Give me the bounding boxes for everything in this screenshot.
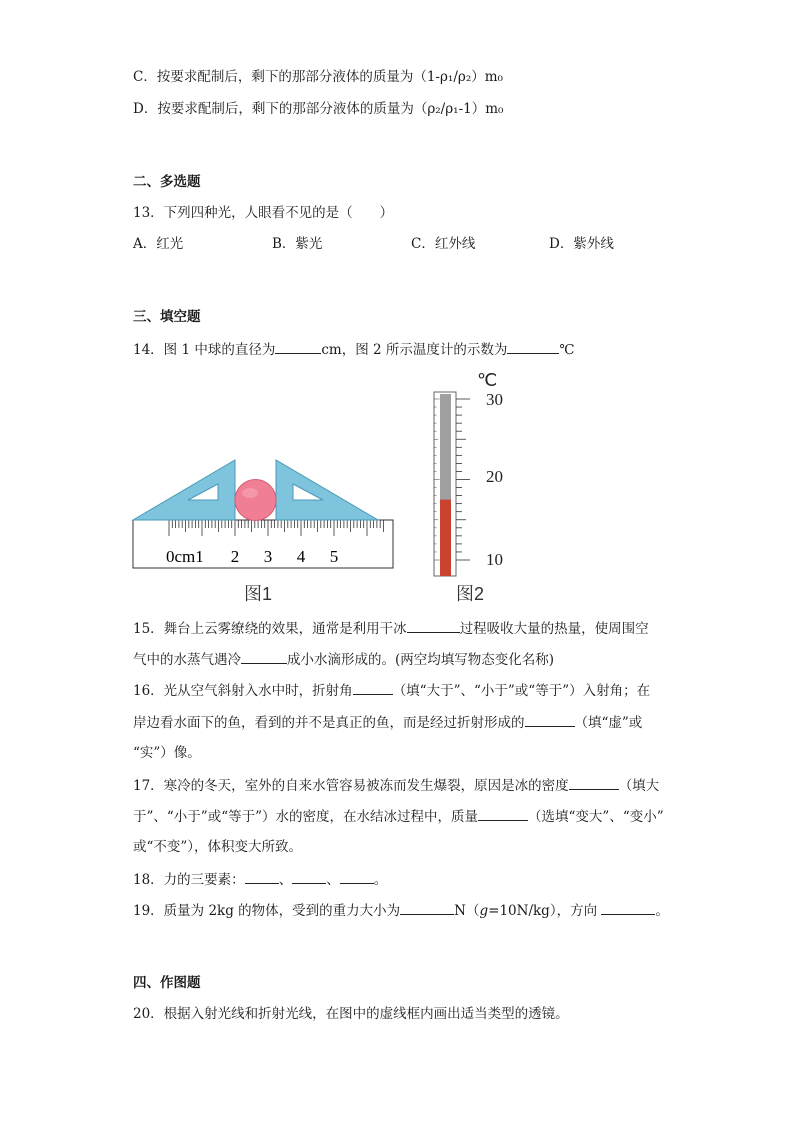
q14-text-2: cm，图 2 所示温度计的示数为 [321, 342, 508, 358]
right-triangle [276, 460, 378, 520]
ruler-label-0cm1: 0cm1 [166, 547, 204, 566]
ruler-label-4: 4 [296, 547, 306, 566]
thermo-label-30: 30 [486, 390, 503, 409]
section-title-fill-blank: 三、填空题 [133, 309, 201, 325]
q12-option-d: D．按要求配制后，剩下的那部分液体的质量为（ρ₂/ρ₁-1）m₀ [133, 101, 504, 117]
q14-text-3: ℃ [559, 342, 575, 358]
q15-text-2: 过程吸收大量的热量，使周围空 [459, 621, 649, 637]
q19-line [133, 900, 669, 921]
q13-option-d: D．紫外线 [549, 236, 614, 252]
q15-line-2 [133, 649, 554, 670]
q15-blank-2[interactable] [241, 649, 287, 664]
fig1-caption: 图1 [243, 584, 273, 604]
q19-g-symbol: g [479, 903, 489, 919]
q13-option-a: A．红光 [133, 236, 184, 252]
q15-text-4: 成小水滴形成的。(两空均填写物态变化名称) [287, 652, 555, 668]
q16-text-4: （填“虚”或 [574, 715, 643, 731]
q14-blank-1[interactable] [275, 339, 321, 354]
section-title-multiple-choice: 二、多选题 [133, 174, 201, 190]
q13-option-b: B．紫光 [272, 236, 323, 252]
q19-end: 。 [655, 903, 669, 919]
q18-end: 。 [373, 872, 388, 888]
figure-thermometer [420, 362, 530, 608]
q17-line-3: 或“不变”），体积变大所致。 [133, 839, 303, 855]
q17-line-2 [133, 806, 664, 827]
q19-text-2: N（ [454, 903, 480, 919]
q17-blank-2[interactable] [478, 806, 528, 821]
q16-line-1 [133, 680, 650, 701]
q16-blank-2[interactable] [525, 712, 575, 727]
q15-blank-1[interactable] [407, 618, 460, 633]
q12-option-c: C．按要求配制后，剩下的那部分液体的质量为（1-ρ₁/ρ₂）m₀ [133, 69, 503, 85]
q18-blank-3[interactable] [340, 869, 374, 884]
q17-text-2: （填大 [618, 778, 660, 794]
q16-text-3: 岸边看水面下的鱼，看到的并不是真正的鱼，而是经过折射形成的 [133, 715, 525, 731]
q18-line [133, 869, 387, 890]
thermo-mercury-column [440, 500, 451, 576]
q18-blank-2[interactable] [292, 869, 326, 884]
figure-ruler-thermometer [128, 362, 408, 608]
q18-sep-2: 、 [326, 872, 340, 888]
q16-text-2: （填“大于”、“小于”或“等于”）入射角；在 [392, 683, 651, 699]
ball [235, 480, 276, 521]
q20-stem: 20．根据入射光线和折射光线，在图中的虚线框内画出适当类型的透镜。 [133, 1006, 569, 1022]
q17-text-1: 17．寒冷的冬天，室外的自来水管容易被冻而发生爆裂，原因是冰的密度 [133, 778, 569, 794]
q14-stem [133, 339, 575, 360]
q18-text: 18．力的三要素： [133, 872, 245, 888]
q17-line-1 [133, 775, 659, 796]
ruler-label-2: 2 [230, 547, 240, 566]
q13-option-c: C．红外线 [411, 236, 476, 252]
q19-text-1: 19．质量为 2kg 的物体，受到的重力大小为 [133, 903, 401, 919]
left-triangle [133, 460, 235, 520]
q15-text-1: 15．舞台上云雾缭绕的效果，通常是利用干冰 [133, 621, 407, 637]
q19-blank-2[interactable] [601, 900, 655, 915]
q17-text-3: 于”、“小于”或“等于”）水的密度，在水结冰过程中，质量 [133, 809, 479, 825]
q16-text-1: 16．光从空气斜射入水中时，折射角 [133, 683, 353, 699]
q18-blank-1[interactable] [245, 869, 279, 884]
q16-line-2 [133, 712, 642, 733]
q15-text-3: 气中的水蒸气遇冷 [133, 652, 241, 668]
q13-stem: 13．下列四种光，人眼看不见的是（ ） [133, 205, 394, 221]
q18-sep-1: 、 [278, 872, 293, 888]
q16-line-3: “实”）像。 [133, 745, 201, 761]
q19-blank-1[interactable] [400, 900, 454, 915]
thermo-unit-label: ℃ [477, 370, 498, 390]
q19-text-3: =10N/kg），方向 [488, 903, 602, 919]
q16-blank-1[interactable] [353, 680, 393, 695]
section-title-drawing: 四、作图题 [133, 975, 201, 991]
thermo-label-10: 10 [486, 550, 503, 569]
q14-blank-2[interactable] [507, 339, 559, 354]
thermo-label-20: 20 [486, 467, 503, 486]
fig2-caption: 图2 [455, 584, 485, 604]
ruler-label-3: 3 [263, 547, 273, 566]
q17-text-4: （选填“变大”、“变小” [528, 809, 664, 825]
q15-line-1 [133, 618, 649, 639]
q14-text-1: 14．图 1 中球的直径为 [133, 342, 276, 358]
ruler-label-5: 5 [329, 547, 339, 566]
q17-blank-1[interactable] [569, 775, 619, 790]
